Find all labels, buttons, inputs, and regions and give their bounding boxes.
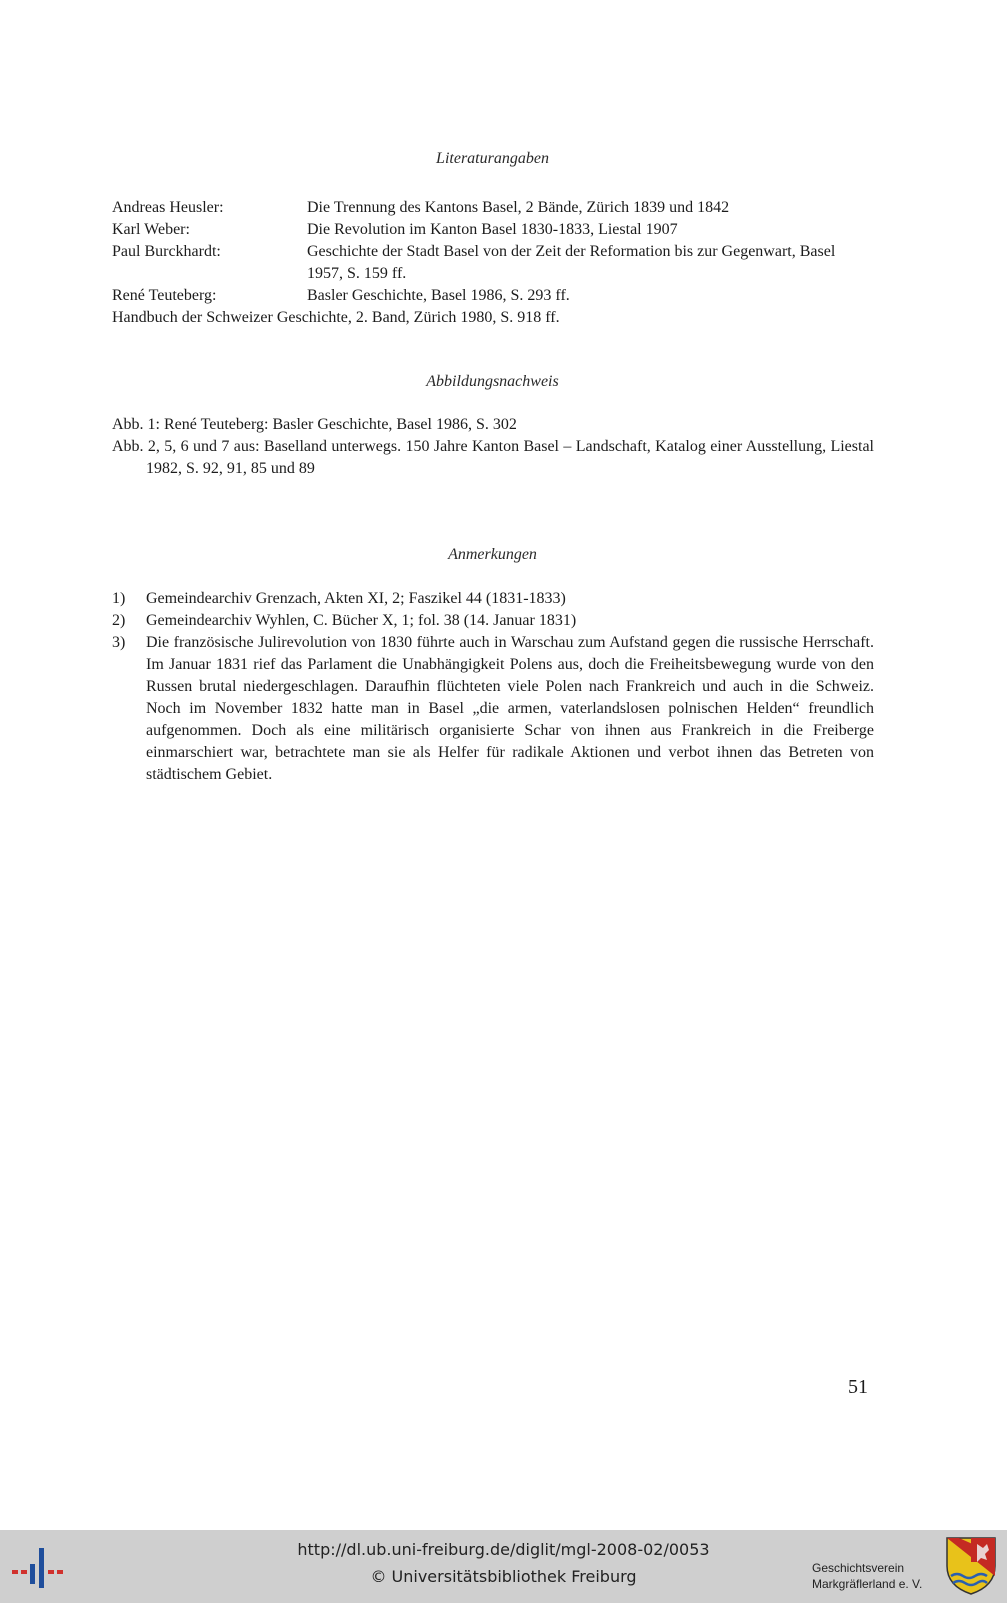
literatur-entry	[112, 241, 872, 285]
footnote	[112, 588, 874, 610]
footnote	[112, 610, 874, 632]
literatur-entry-handbuch: Handbuch der Schweizer Geschichte, 2. Band, Zürich 1980, S. 918 ff.	[112, 309, 560, 326]
footnote-text: Die französische Julirevolution von 1830 führte auch in Warschau zum Aufstand gegen die russische Herrschaft. Im Januar 1831 rief das Parlament die Unabhängigkeit Polens aus, doch die Freiheitsbewegung wurde von den Russen brutal niedergeschlagen. Daraufhin flüchteten viele Polen nach Frankreich und auch in die Schweiz. Noch im November 1832 hatte man in Basel „die armen, vaterlandslosen polnischen Helden“ freundlich aufgenommen. Doch als eine militärisch organisierte Schar von ihnen aus Frankreich in die Freiberge einmarschiert war, betrachtete man sie als Helfer für radikale Aktionen und verbot ihnen das Betreten von städtischem Gebiet.	[146, 634, 874, 783]
footnote-number: 3)	[112, 634, 126, 651]
abbildung-item: Abb. 2, 5, 6 und 7 aus: Baselland unterwegs. 150 Jahre Kanton Basel – Landschaft, Katalog einer Ausstellung, Liestal 1982, S. 92, 91, 85 und 89	[112, 438, 874, 477]
anmerkungen-heading: Anmerkungen	[448, 546, 537, 563]
literatur-work: Geschichte der Stadt Basel von der Zeit der Reformation bis zur Gegenwart, Basel 1957, S. 159 ff.	[307, 243, 836, 282]
footer-url-link[interactable]: http://dl.ub.uni-freiburg.de/diglit/mgl-2008-02/0053	[297, 1540, 710, 1559]
literatur-author: Karl Weber:	[112, 221, 190, 238]
society-name	[812, 1560, 922, 1592]
coat-of-arms-icon	[945, 1536, 997, 1596]
literatur-heading: Literaturangaben	[436, 150, 549, 167]
abbildung-item: Abb. 1: René Teuteberg: Basler Geschichte, Basel 1986, S. 302	[112, 416, 517, 433]
literatur-author: Paul Burckhardt:	[112, 243, 221, 260]
literatur-entry	[112, 219, 872, 241]
footer-bar	[0, 1530, 1007, 1603]
footnote-text: Gemeindearchiv Grenzach, Akten XI, 2; Faszikel 44 (1831-1833)	[146, 590, 566, 607]
footnote-text: Gemeindearchiv Wyhlen, C. Bücher X, 1; fol. 38 (14. Januar 1831)	[146, 612, 577, 629]
footnote-number: 1)	[112, 590, 126, 607]
abbildungen-heading: Abbildungsnachweis	[426, 373, 559, 390]
literatur-work: Die Trennung des Kantons Basel, 2 Bände, Zürich 1839 und 1842	[307, 199, 730, 216]
footnote	[112, 632, 874, 786]
anmerkungen-list	[112, 588, 874, 786]
literatur-author: Andreas Heusler:	[112, 199, 224, 216]
literatur-author: René Teuteberg:	[112, 287, 217, 304]
literatur-list	[112, 197, 872, 329]
abbildungen-list	[112, 414, 874, 480]
footnote-number: 2)	[112, 612, 126, 629]
society-line-1: Geschichtsverein	[812, 1561, 905, 1575]
literatur-entry	[112, 285, 872, 307]
society-line-2: Markgräflerland e. V.	[812, 1577, 923, 1591]
page-number: 51	[848, 1376, 868, 1398]
literatur-work: Basler Geschichte, Basel 1986, S. 293 ff.	[307, 287, 570, 304]
literatur-entry	[112, 197, 872, 219]
literatur-work: Die Revolution im Kanton Basel 1830-1833, Liestal 1907	[307, 221, 678, 238]
footer-copyright: © Universitätsbibliothek Freiburg	[370, 1567, 637, 1586]
